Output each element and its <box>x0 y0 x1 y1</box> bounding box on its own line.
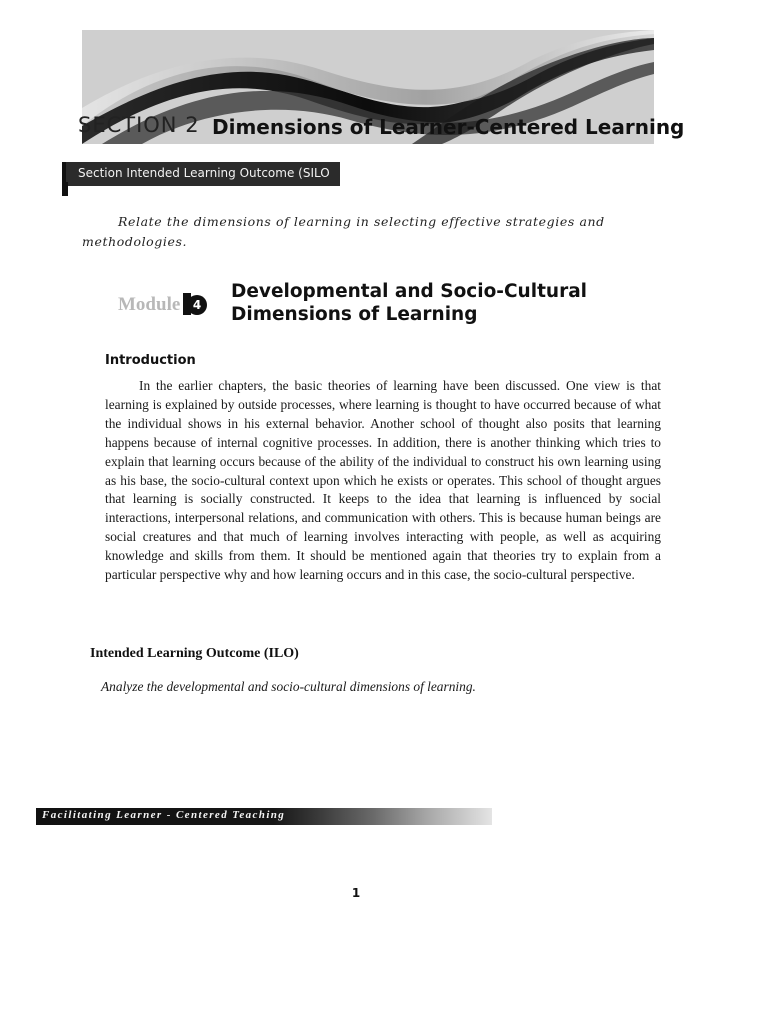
silo-bar-notch <box>62 182 68 196</box>
silo-bar-label: Section Intended Learning Outcome (SILO <box>78 166 330 180</box>
module-label: Module <box>118 294 181 315</box>
ilo-heading: Intended Learning Outcome (ILO) <box>90 646 299 661</box>
module-title-line-1: Developmental and Socio-Cultural <box>231 281 588 302</box>
module-title <box>231 280 587 326</box>
introduction-heading: Introduction <box>105 353 196 368</box>
silo-statement: Relate the dimensions of learning in selecting effective strategies and methodologies. <box>82 214 605 249</box>
section-title: Dimensions of Learner-Centered Learning <box>212 115 685 139</box>
module-number: 4 <box>187 295 207 315</box>
footer-bar-text: Facilitating Learner - Centered Teaching <box>42 809 286 821</box>
page-number: 1 <box>351 886 361 900</box>
ilo-statement: Analyze the developmental and socio-cultural dimensions of learning. <box>101 679 476 694</box>
module-title-line-2: Dimensions of Learning <box>231 304 478 325</box>
introduction-body: In the earlier chapters, the basic theories of learning have been discussed. One view is that learning is explained by outside processes, where learning is thought to have occurred because of what the individual shows in his external behavior. Another school of thought also posits that learning happens because of internal cognitive processes. In addition, there is another thinking which tries to explain that learning occurs because of the ability of the individual to construct his own learning using as his base, the socio-cultural context upon which he exists or operates. This school of thought argues that learning is socially constructed. It keeps to the idea that learning is influenced by social interactions, interpersonal relations, and communication with others. This is because human beings are social creatures and that much of learning involves interacting with people, as well as acquiring knowledge and skills from them. It should be mentioned again that theories try to explain from a particular perspective why and how learning occurs and in this case, the socio-cultural perspective. <box>105 378 661 583</box>
module-number-badge <box>183 293 207 317</box>
section-label: SECTION 2 <box>78 113 200 137</box>
